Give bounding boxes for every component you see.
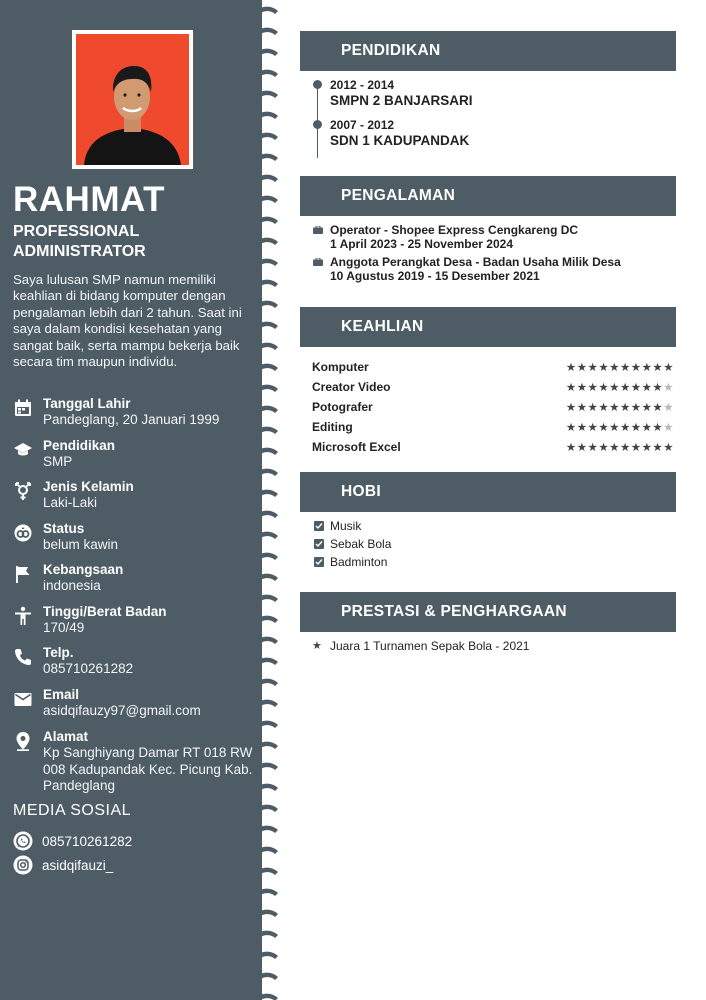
spiral-ring <box>256 847 278 855</box>
spiral-ring <box>256 196 278 204</box>
skill-row <box>312 378 676 396</box>
rating-star-icon: ★ <box>587 360 599 374</box>
section-header-skills <box>300 307 676 347</box>
media-title: MEDIA SOSIAL <box>13 802 132 819</box>
checkbox-icon <box>314 521 324 531</box>
education-years: 2012 - 2014 <box>330 78 395 92</box>
rating-star-icon: ★ <box>652 440 664 454</box>
rating-star-icon: ★ <box>609 360 620 374</box>
spiral-ring <box>256 574 278 582</box>
rating-star-icon: ★ <box>587 380 599 394</box>
rating-star-icon: ★ <box>630 380 642 394</box>
spiral-ring <box>256 658 278 666</box>
rating-star-icon: ★ <box>663 420 674 434</box>
spiral-ring <box>256 763 278 771</box>
star-icon: ★ <box>312 639 322 652</box>
spiral-ring <box>256 679 278 687</box>
rating-star-icon: ★ <box>565 360 577 374</box>
instagram-icon <box>13 855 33 875</box>
rating-star-icon: ★ <box>587 440 599 454</box>
social-value: asidqifauzi_ <box>42 858 114 873</box>
award-label: Juara 1 Turnamen Sepak Bola - 2021 <box>330 639 530 653</box>
info-value: Laki-Laki <box>43 495 98 510</box>
rating-star-icon: ★ <box>576 440 588 454</box>
skill-rating <box>566 420 674 434</box>
spiral-ring <box>256 931 278 939</box>
hobby-label: Musik <box>330 519 362 533</box>
spiral-ring <box>256 826 278 834</box>
spiral-ring <box>256 133 278 141</box>
gender-icon <box>13 481 33 501</box>
skill-row <box>312 398 676 416</box>
spiral-ring <box>256 532 278 540</box>
rating-star-icon: ★ <box>641 400 653 414</box>
skill-rating <box>566 440 674 454</box>
spiral-ring <box>256 952 278 960</box>
spiral-ring <box>256 280 278 288</box>
info-value: Kp Sanghiyang Damar RT 018 RW 008 Kadupandak Kec. Picung Kab. Pandeglang <box>43 745 253 793</box>
info-address <box>13 729 258 799</box>
rating-star-icon: ★ <box>598 360 610 374</box>
info-value: asidqifauzy97@gmail.com <box>43 703 201 718</box>
skill-name: Potografer <box>312 400 373 414</box>
hobby-label: Badminton <box>330 555 388 569</box>
rating-star-icon: ★ <box>598 440 610 454</box>
spiral-ring <box>256 721 278 729</box>
spiral-ring <box>256 448 278 456</box>
profile-photo <box>76 34 189 165</box>
skill-name: Creator Video <box>312 380 391 394</box>
rating-star-icon: ★ <box>652 380 664 394</box>
spiral-ring <box>256 868 278 876</box>
rating-star-icon: ★ <box>630 400 642 414</box>
spiral-ring <box>256 7 278 15</box>
info-label: Telp. <box>43 645 74 660</box>
rating-star-icon: ★ <box>652 420 664 434</box>
rating-star-icon: ★ <box>641 420 653 434</box>
social-instagram <box>13 855 253 877</box>
info-phone <box>13 645 258 685</box>
graduation-cap-icon <box>13 440 33 460</box>
email-icon <box>13 689 33 709</box>
spiral-ring <box>256 28 278 36</box>
rating-star-icon: ★ <box>576 360 588 374</box>
skill-row <box>312 418 676 436</box>
rating-star-icon: ★ <box>663 440 674 454</box>
rating-star-icon: ★ <box>609 420 620 434</box>
info-label: Alamat <box>43 729 89 744</box>
rating-star-icon: ★ <box>609 400 620 414</box>
rating-star-icon: ★ <box>565 420 577 434</box>
hobby-item <box>314 537 614 553</box>
timeline-line <box>317 80 318 158</box>
section-title: PENGALAMAN <box>341 187 456 204</box>
spiral-ring <box>256 238 278 246</box>
spiral-ring <box>256 259 278 267</box>
rating-star-icon: ★ <box>619 380 631 394</box>
rating-star-icon: ★ <box>576 380 588 394</box>
experience-title: Operator - Shopee Express Cengkareng DC <box>330 223 579 237</box>
info-value: Pandeglang, 20 Januari 1999 <box>43 412 220 427</box>
rating-star-icon: ★ <box>641 380 653 394</box>
rating-star-icon: ★ <box>619 400 631 414</box>
spiral-ring <box>256 112 278 120</box>
info-gender <box>13 479 258 519</box>
rating-star-icon: ★ <box>663 400 674 414</box>
spiral-ring <box>256 217 278 225</box>
location-icon <box>13 731 33 751</box>
phone-icon <box>13 647 33 667</box>
spiral-ring <box>256 805 278 813</box>
experience-title: Anggota Perangkat Desa - Badan Usaha Milik Desa <box>330 255 621 269</box>
rating-star-icon: ★ <box>609 440 620 454</box>
rating-star-icon: ★ <box>641 440 653 454</box>
skill-rating <box>566 360 674 374</box>
rating-star-icon: ★ <box>641 360 653 374</box>
skill-row <box>312 358 676 376</box>
briefcase-icon <box>313 226 323 234</box>
spiral-ring <box>256 553 278 561</box>
info-value: 085710261282 <box>43 661 134 676</box>
info-status <box>13 521 258 561</box>
spiral-ring <box>256 322 278 330</box>
section-header-experience <box>300 176 676 216</box>
social-value: 085710261282 <box>42 834 133 849</box>
timeline-dot <box>313 120 322 129</box>
profile-name: RAHMAT <box>13 180 166 219</box>
skill-name: Microsoft Excel <box>312 440 401 454</box>
rating-star-icon: ★ <box>609 380 620 394</box>
spiral-ring <box>256 511 278 519</box>
spiral-ring <box>256 490 278 498</box>
profile-photo-frame <box>72 30 193 169</box>
info-label: Kebangsaan <box>43 562 124 577</box>
info-nationality <box>13 562 258 602</box>
rings-icon <box>13 523 33 543</box>
rating-star-icon: ★ <box>565 440 577 454</box>
spiral-ring <box>256 469 278 477</box>
rating-star-icon: ★ <box>619 440 631 454</box>
rating-star-icon: ★ <box>619 360 631 374</box>
spiral-binding <box>254 0 284 1000</box>
checkbox-icon <box>314 539 324 549</box>
spiral-ring <box>256 595 278 603</box>
spiral-ring <box>256 49 278 57</box>
rating-star-icon: ★ <box>630 360 642 374</box>
info-value: belum kawin <box>43 537 119 552</box>
info-value: SMP <box>43 454 73 469</box>
hobby-item <box>314 555 614 571</box>
spiral-ring <box>256 973 278 981</box>
rating-star-icon: ★ <box>663 360 674 374</box>
spiral-ring <box>256 175 278 183</box>
spiral-ring <box>256 91 278 99</box>
education-years: 2007 - 2012 <box>330 118 395 132</box>
experience-dates: 1 April 2023 - 25 November 2024 <box>330 237 513 251</box>
education-school: SDN 1 KADUPANDAK <box>330 133 470 148</box>
skill-row <box>312 438 676 456</box>
spiral-ring <box>256 154 278 162</box>
rating-star-icon: ★ <box>630 440 642 454</box>
info-height-weight <box>13 604 258 644</box>
rating-star-icon: ★ <box>619 420 631 434</box>
rating-star-icon: ★ <box>598 400 610 414</box>
rating-star-icon: ★ <box>576 420 588 434</box>
info-email <box>13 687 258 727</box>
info-education <box>13 438 258 478</box>
info-label: Tanggal Lahir <box>43 396 131 411</box>
checkbox-icon <box>314 557 324 567</box>
timeline-dot <box>313 80 322 89</box>
experience-dates: 10 Agustus 2019 - 15 Desember 2021 <box>330 269 540 283</box>
rating-star-icon: ★ <box>663 380 674 394</box>
profile-title: PROFESSIONAL ADMINISTRATOR <box>13 223 146 260</box>
skill-rating <box>566 400 674 414</box>
spiral-ring <box>256 616 278 624</box>
skill-name: Komputer <box>312 360 369 374</box>
rating-star-icon: ★ <box>630 420 642 434</box>
rating-star-icon: ★ <box>652 360 664 374</box>
info-value: 170/49 <box>43 620 85 635</box>
education-school: SMPN 2 BANJARSARI <box>330 93 473 108</box>
rating-star-icon: ★ <box>576 400 588 414</box>
hobby-label: Sebak Bola <box>330 537 392 551</box>
spiral-ring <box>256 70 278 78</box>
award-item <box>312 638 672 656</box>
spiral-ring <box>256 994 278 1000</box>
rating-star-icon: ★ <box>587 400 599 414</box>
info-label: Status <box>43 521 85 536</box>
spiral-ring <box>256 301 278 309</box>
spiral-ring <box>256 637 278 645</box>
spiral-ring <box>256 385 278 393</box>
section-title: KEAHLIAN <box>341 318 424 335</box>
info-value: indonesia <box>43 578 101 593</box>
info-label: Jenis Kelamin <box>43 479 134 494</box>
rating-star-icon: ★ <box>587 420 599 434</box>
info-label: Tinggi/Berat Badan <box>43 604 167 619</box>
spiral-ring <box>256 910 278 918</box>
spiral-ring <box>256 364 278 372</box>
spiral-ring <box>256 889 278 897</box>
spiral-ring <box>256 427 278 435</box>
rating-star-icon: ★ <box>565 400 577 414</box>
rating-star-icon: ★ <box>565 380 577 394</box>
spiral-ring <box>256 406 278 414</box>
sidebar <box>0 0 262 1000</box>
section-header-education <box>300 31 676 71</box>
section-title: PENDIDIKAN <box>341 42 441 59</box>
whatsapp-icon <box>13 831 33 851</box>
calendar-icon <box>13 398 33 418</box>
rating-star-icon: ★ <box>598 380 610 394</box>
skill-name: Editing <box>312 420 353 434</box>
spiral-ring <box>256 700 278 708</box>
spiral-ring <box>256 742 278 750</box>
person-icon <box>13 606 33 626</box>
section-title: HOBI <box>341 483 381 500</box>
briefcase-icon <box>313 258 323 266</box>
social-whatsapp <box>13 831 253 853</box>
profile-about: Saya lulusan SMP namun memiliki keahlian di bidang komputer dengan pengalaman lebih dari 2 tahun. Saat ini saya dalam kondisi kesehatan yang sangat baik, serta mampu bekerja baik secara tim maupun individu. <box>13 272 242 370</box>
rating-star-icon: ★ <box>652 400 664 414</box>
info-label: Email <box>43 687 80 702</box>
spiral-ring <box>256 343 278 351</box>
info-label: Pendidikan <box>43 438 116 453</box>
info-birth <box>13 396 258 436</box>
skill-rating <box>566 380 674 394</box>
rating-star-icon: ★ <box>598 420 610 434</box>
section-title: PRESTASI & PENGHARGAAN <box>341 603 567 620</box>
spiral-ring <box>256 784 278 792</box>
hobby-item <box>314 519 614 535</box>
section-header-hobbies <box>300 472 676 512</box>
section-header-awards <box>300 592 676 632</box>
flag-icon <box>13 564 33 584</box>
